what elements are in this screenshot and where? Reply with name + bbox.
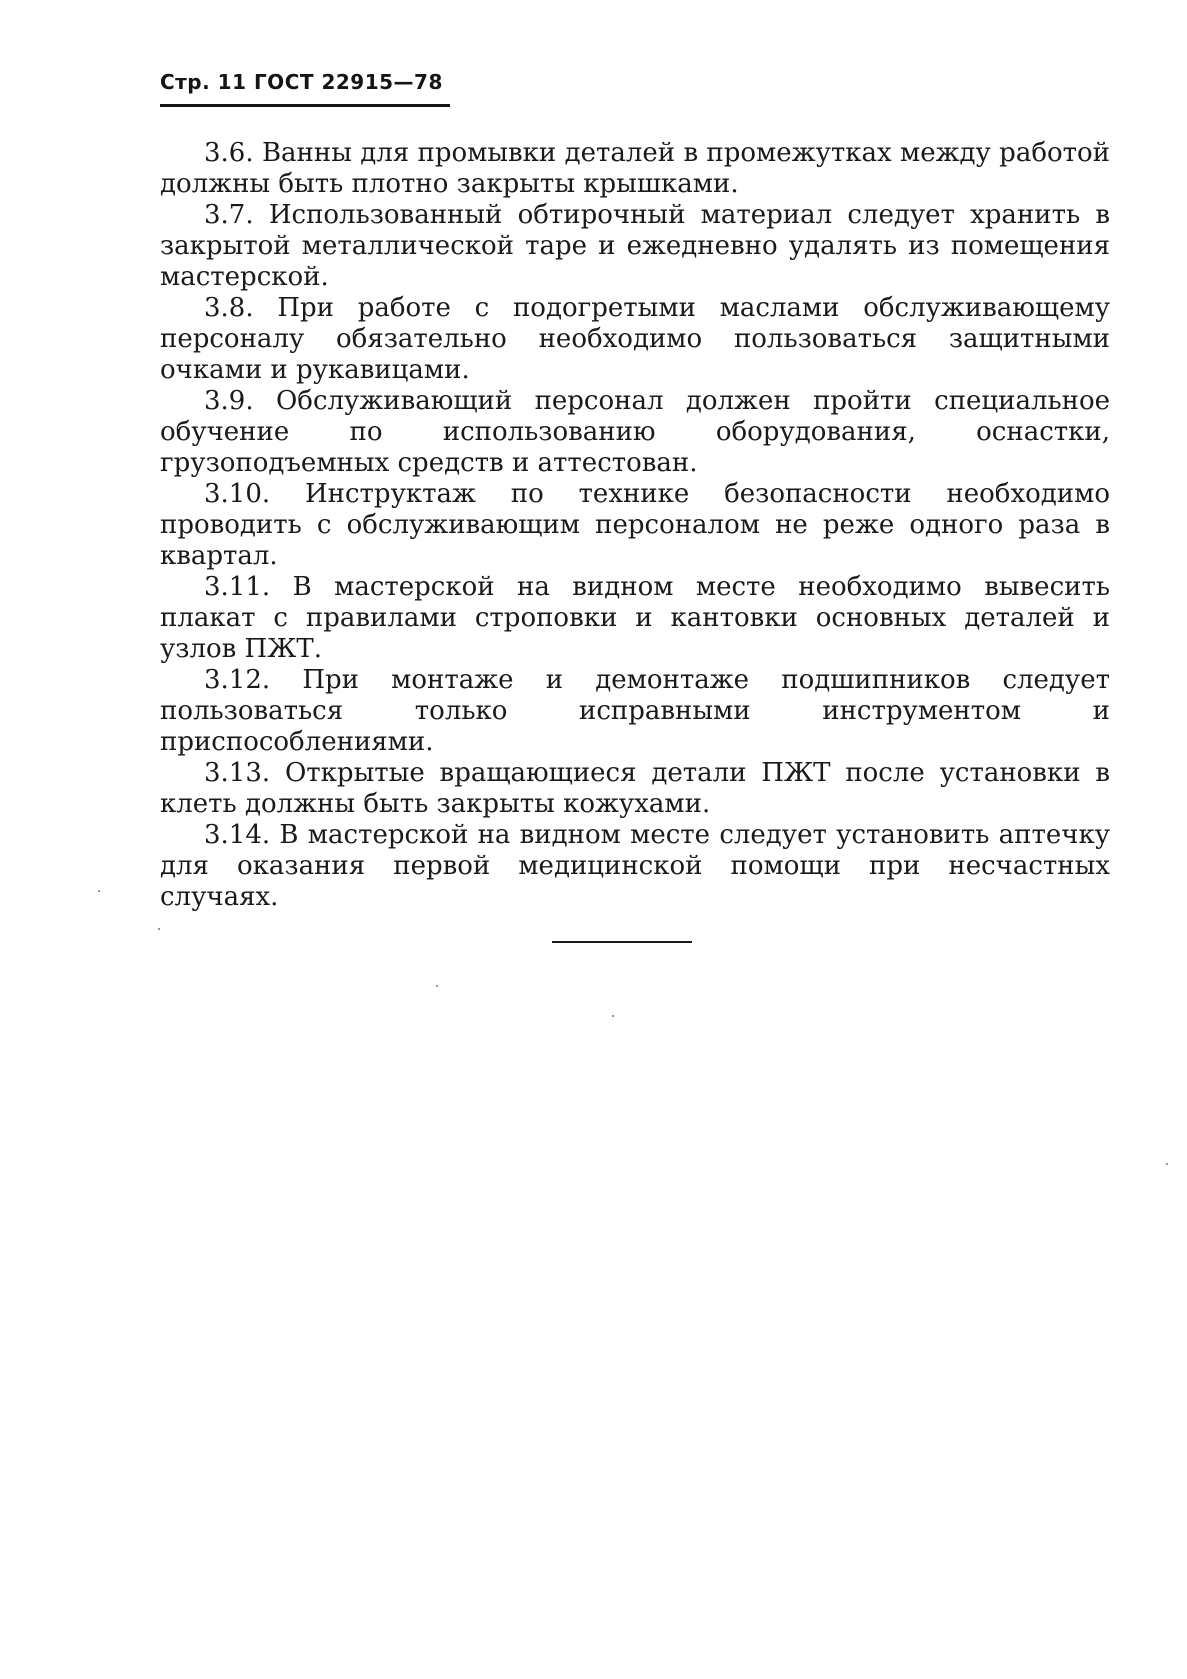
scan-speck (612, 1015, 614, 1017)
scan-speck (1166, 1163, 1168, 1165)
scan-speck (436, 985, 438, 987)
page-header: Стр. 11 ГОСТ 22915—78 (160, 70, 443, 94)
scan-speck (98, 890, 100, 892)
clause-3-10: 3.10. Инструктаж по технике безопасности необходимо проводить с обслуживающим персоналом не реже одного раза в квартал. (160, 479, 1110, 571)
clause-3-14: 3.14. В мастерской на видном месте следует установить аптечку для оказания первой медицинской помощи при несчастных случаях. (160, 820, 1110, 912)
end-rule (552, 941, 692, 943)
scan-speck (158, 928, 160, 930)
clause-3-7: 3.7. Использованный обтирочный материал следует хранить в закрытой металлической таре и ежедневно удалять из помещения мастерской. (160, 200, 1110, 292)
document-body (160, 138, 1110, 913)
clause-3-11: 3.11. В мастерской на видном месте необходимо вывесить плакат с правилами строповки и кантовки основных деталей и узлов ПЖТ. (160, 572, 1110, 664)
clause-3-12: 3.12. При монтаже и демонтаже подшипников следует пользоваться только исправными инструментом и приспособлениями. (160, 665, 1110, 757)
clause-3-9: 3.9. Обслуживающий персонал должен пройти специальное обучение по использованию оборудования, оснастки, грузоподъемных средств и аттестован. (160, 386, 1110, 478)
clause-3-13: 3.13. Открытые вращающиеся детали ПЖТ после установки в клеть должны быть закрыты кожухами. (160, 758, 1110, 819)
clause-3-6: 3.6. Ванны для промывки деталей в промежутках между работой должны быть плотно закрыты крышками. (160, 138, 1110, 199)
header-rule (160, 104, 450, 107)
clause-3-8: 3.8. При работе с подогретыми маслами обслуживающему персоналу обязательно необходимо пользоваться защитными очками и рукавицами. (160, 293, 1110, 385)
